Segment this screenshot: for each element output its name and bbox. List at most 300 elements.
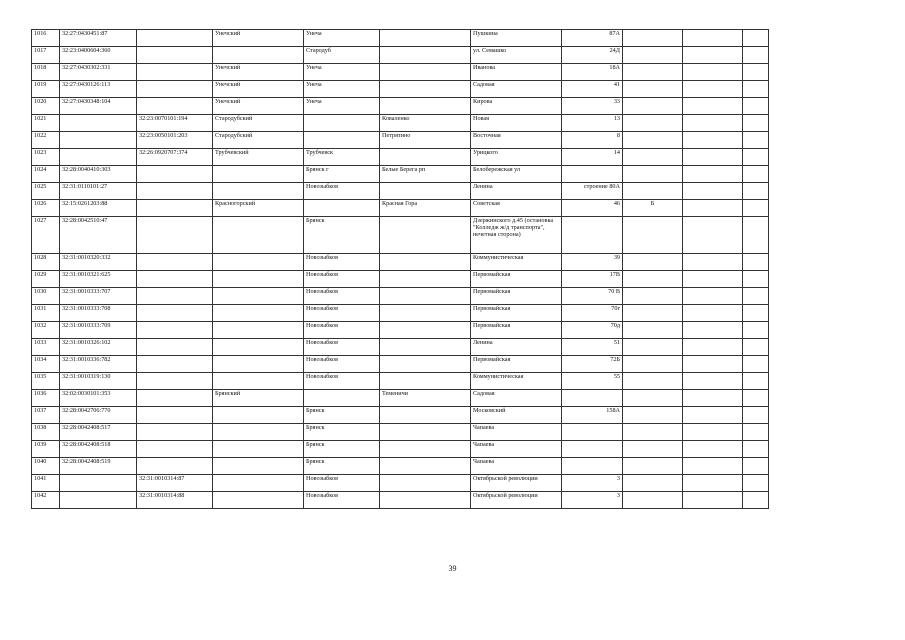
cell-house-number: 13 (562, 115, 623, 132)
table-row (32, 407, 769, 424)
cell-extra-2 (743, 64, 769, 81)
cell-extra-2 (743, 30, 769, 47)
cell-extra-1 (683, 47, 743, 64)
cell-house-number: 41 (562, 81, 623, 98)
cell-street: Коммунистическая (471, 373, 562, 390)
cell-cadastral-number (60, 115, 137, 132)
cell-cadastral-number: 32:28:0042706:770 (60, 407, 137, 424)
cell-city: Трубчевск (304, 149, 380, 166)
cell-row-number: 1024 (32, 166, 60, 183)
cell-district: Трубчевский (213, 149, 304, 166)
table-row (32, 492, 769, 509)
cell-building (623, 356, 683, 373)
cell-building (623, 458, 683, 475)
cell-settlement (380, 322, 471, 339)
cell-settlement (380, 441, 471, 458)
cell-row-number: 1025 (32, 183, 60, 200)
cell-district (213, 271, 304, 288)
cell-cadastral-number-alt (137, 322, 213, 339)
cell-street: Урицкого (471, 149, 562, 166)
cell-city: Брянск (304, 407, 380, 424)
cell-city: Стародуб (304, 47, 380, 64)
cell-cadastral-number-alt (137, 217, 213, 254)
cell-building (623, 217, 683, 254)
cell-building (623, 322, 683, 339)
cell-row-number: 1028 (32, 254, 60, 271)
cell-settlement (380, 254, 471, 271)
cell-row-number: 1032 (32, 322, 60, 339)
cell-extra-1 (683, 424, 743, 441)
cell-extra-1 (683, 115, 743, 132)
cell-cadastral-number: 32:27:0430451:87 (60, 30, 137, 47)
cell-house-number: 51 (562, 339, 623, 356)
cell-settlement (380, 424, 471, 441)
cell-row-number: 1016 (32, 30, 60, 47)
cell-city: Брянск (304, 217, 380, 254)
cell-cadastral-number-alt (137, 30, 213, 47)
cell-settlement: Белые Берега рп (380, 166, 471, 183)
table-row (32, 390, 769, 407)
cell-extra-2 (743, 115, 769, 132)
cell-street: Чапаева (471, 458, 562, 475)
cell-house-number: 3 (562, 492, 623, 509)
table-row (32, 115, 769, 132)
cell-cadastral-number-alt: 32:26:0920707:374 (137, 149, 213, 166)
cell-city: Унеча (304, 30, 380, 47)
cell-district: Унечский (213, 64, 304, 81)
cell-district (213, 217, 304, 254)
cell-extra-1 (683, 98, 743, 115)
cell-street: Восточная (471, 132, 562, 149)
cell-extra-1 (683, 200, 743, 217)
page-number: 39 (448, 564, 457, 573)
cell-row-number: 1033 (32, 339, 60, 356)
cell-cadastral-number: 32:31:0010326:102 (60, 339, 137, 356)
cell-street: Первомайская (471, 322, 562, 339)
cell-street: Белобережская ул (471, 166, 562, 183)
cell-city: Новозыбков (304, 475, 380, 492)
cell-city: Унеча (304, 98, 380, 115)
cell-extra-2 (743, 98, 769, 115)
cell-cadastral-number: 32:31:0010333:707 (60, 288, 137, 305)
cell-district (213, 183, 304, 200)
cell-district: Красногорский (213, 200, 304, 217)
cell-city (304, 200, 380, 217)
cell-row-number: 1040 (32, 458, 60, 475)
cell-city: Новозыбков (304, 254, 380, 271)
cell-settlement (380, 217, 471, 254)
cell-building (623, 441, 683, 458)
cell-cadastral-number: 32:27:0430302:331 (60, 64, 137, 81)
cell-city: Новозыбков (304, 271, 380, 288)
cell-cadastral-number-alt (137, 424, 213, 441)
cell-extra-2 (743, 305, 769, 322)
cell-extra-1 (683, 492, 743, 509)
cell-row-number: 1029 (32, 271, 60, 288)
cell-cadastral-number-alt: 32:31:0010314:88 (137, 492, 213, 509)
cell-extra-2 (743, 492, 769, 509)
table-row (32, 458, 769, 475)
cell-settlement (380, 47, 471, 64)
cell-building (623, 98, 683, 115)
cell-row-number: 1039 (32, 441, 60, 458)
cell-street: Кирова (471, 98, 562, 115)
table-row (32, 200, 769, 217)
cell-district (213, 47, 304, 64)
table-row (32, 47, 769, 64)
cell-row-number: 1027 (32, 217, 60, 254)
cell-extra-2 (743, 390, 769, 407)
cell-cadastral-number-alt (137, 407, 213, 424)
cell-cadastral-number: 32:23:0400604:360 (60, 47, 137, 64)
cell-extra-1 (683, 390, 743, 407)
cell-house-number (562, 458, 623, 475)
cell-cadastral-number: 32:28:0042408:519 (60, 458, 137, 475)
cell-cadastral-number: 32:31:0010333:709 (60, 322, 137, 339)
cell-cadastral-number: 32:15:0261203:88 (60, 200, 137, 217)
cell-district (213, 475, 304, 492)
cell-building (623, 132, 683, 149)
cell-district (213, 356, 304, 373)
cell-house-number (562, 390, 623, 407)
cell-cadastral-number-alt (137, 356, 213, 373)
cell-cadastral-number-alt (137, 441, 213, 458)
cell-cadastral-number: 32:31:0010321:625 (60, 271, 137, 288)
cell-extra-2 (743, 271, 769, 288)
cell-district (213, 492, 304, 509)
table-row (32, 305, 769, 322)
cell-building (623, 30, 683, 47)
table-row (32, 149, 769, 166)
cell-city (304, 132, 380, 149)
cell-settlement (380, 305, 471, 322)
cell-cadastral-number-alt (137, 98, 213, 115)
cell-city: Новозыбков (304, 305, 380, 322)
cell-settlement (380, 458, 471, 475)
cell-row-number: 1042 (32, 492, 60, 509)
cell-row-number: 1034 (32, 356, 60, 373)
cell-row-number: 1020 (32, 98, 60, 115)
cell-extra-2 (743, 339, 769, 356)
cell-cadastral-number-alt (137, 390, 213, 407)
cell-house-number: 55 (562, 373, 623, 390)
cell-city: Новозыбков (304, 322, 380, 339)
cell-building (623, 407, 683, 424)
cell-cadastral-number-alt (137, 183, 213, 200)
cell-extra-1 (683, 441, 743, 458)
cell-settlement (380, 149, 471, 166)
cell-city: Брянск (304, 441, 380, 458)
cell-street: Коммунистическая (471, 254, 562, 271)
cell-extra-1 (683, 305, 743, 322)
cell-cadastral-number (60, 475, 137, 492)
cell-cadastral-number-alt (137, 254, 213, 271)
cell-cadastral-number-alt (137, 339, 213, 356)
cell-row-number: 1026 (32, 200, 60, 217)
cell-row-number: 1031 (32, 305, 60, 322)
cell-row-number: 1036 (32, 390, 60, 407)
cell-street: Первомайская (471, 288, 562, 305)
cell-cadastral-number-alt (137, 47, 213, 64)
table-row (32, 64, 769, 81)
cell-building (623, 47, 683, 64)
cell-house-number: 70 В (562, 288, 623, 305)
cell-building (623, 271, 683, 288)
cell-building (623, 166, 683, 183)
cell-extra-2 (743, 288, 769, 305)
cell-cadastral-number-alt (137, 200, 213, 217)
cell-district: Унечский (213, 30, 304, 47)
cell-extra-2 (743, 441, 769, 458)
cell-district: Унечский (213, 98, 304, 115)
cell-street: Первомайская (471, 305, 562, 322)
cell-district (213, 254, 304, 271)
cell-district (213, 339, 304, 356)
cell-row-number: 1021 (32, 115, 60, 132)
cell-street: Новая (471, 115, 562, 132)
cell-row-number: 1038 (32, 424, 60, 441)
cell-house-number: 18А (562, 64, 623, 81)
cell-settlement (380, 271, 471, 288)
cell-extra-2 (743, 47, 769, 64)
cell-cadastral-number: 32:28:0040410:303 (60, 166, 137, 183)
cell-row-number: 1019 (32, 81, 60, 98)
cell-extra-1 (683, 166, 743, 183)
cell-district (213, 441, 304, 458)
cell-district (213, 424, 304, 441)
cell-extra-1 (683, 322, 743, 339)
cell-extra-1 (683, 132, 743, 149)
cell-extra-1 (683, 475, 743, 492)
cell-house-number: 39 (562, 254, 623, 271)
cell-house-number (562, 166, 623, 183)
cell-extra-1 (683, 288, 743, 305)
cell-settlement: Красная Гора (380, 200, 471, 217)
cell-building (623, 373, 683, 390)
cell-building (623, 254, 683, 271)
cell-cadastral-number: 32:02:0030101:353 (60, 390, 137, 407)
table-row (32, 322, 769, 339)
table-row (32, 217, 769, 254)
cell-extra-2 (743, 81, 769, 98)
cell-settlement (380, 475, 471, 492)
cell-district (213, 458, 304, 475)
cell-city: Новозыбков (304, 492, 380, 509)
cell-house-number: 72Б (562, 356, 623, 373)
cell-city: Унеча (304, 81, 380, 98)
cell-house-number: 24Д (562, 47, 623, 64)
cell-settlement (380, 81, 471, 98)
cell-house-number: 33 (562, 98, 623, 115)
table-row (32, 475, 769, 492)
cell-cadastral-number-alt (137, 288, 213, 305)
table-row (32, 271, 769, 288)
cell-house-number (562, 424, 623, 441)
cell-cadastral-number (60, 149, 137, 166)
cell-cadastral-number-alt (137, 458, 213, 475)
registry-table (31, 29, 769, 509)
cell-extra-1 (683, 458, 743, 475)
cell-city (304, 115, 380, 132)
cell-house-number: 158А (562, 407, 623, 424)
cell-city: Новозыбков (304, 339, 380, 356)
cell-building (623, 183, 683, 200)
cell-row-number: 1022 (32, 132, 60, 149)
cell-cadastral-number: 32:27:0430126:113 (60, 81, 137, 98)
cell-cadastral-number-alt (137, 81, 213, 98)
cell-cadastral-number: 32:27:0430348:104 (60, 98, 137, 115)
cell-cadastral-number-alt: 32:23:0070101:194 (137, 115, 213, 132)
cell-extra-1 (683, 339, 743, 356)
cell-extra-1 (683, 81, 743, 98)
cell-cadastral-number: 32:28:0042510:47 (60, 217, 137, 254)
cell-extra-1 (683, 407, 743, 424)
cell-district: Унечский (213, 81, 304, 98)
cell-street: Ленина (471, 339, 562, 356)
cell-extra-1 (683, 183, 743, 200)
cell-district (213, 166, 304, 183)
table-row (32, 288, 769, 305)
cell-extra-1 (683, 64, 743, 81)
cell-row-number: 1017 (32, 47, 60, 64)
cell-building (623, 475, 683, 492)
cell-street: Московский (471, 407, 562, 424)
cell-street: Чапаева (471, 441, 562, 458)
cell-extra-2 (743, 200, 769, 217)
cell-house-number (562, 441, 623, 458)
cell-city: Брянск г (304, 166, 380, 183)
cell-settlement (380, 30, 471, 47)
cell-cadastral-number: 32:31:0010333:708 (60, 305, 137, 322)
cell-extra-2 (743, 475, 769, 492)
cell-house-number: 14 (562, 149, 623, 166)
cell-house-number: 70г (562, 305, 623, 322)
cell-extra-2 (743, 373, 769, 390)
cell-cadastral-number: 32:31:0110101:27 (60, 183, 137, 200)
cell-street: Пушкина (471, 30, 562, 47)
cell-street: Советская (471, 200, 562, 217)
table-row (32, 339, 769, 356)
cell-building (623, 115, 683, 132)
cell-settlement (380, 98, 471, 115)
cell-extra-2 (743, 407, 769, 424)
cell-city: Новозыбков (304, 288, 380, 305)
cell-extra-2 (743, 458, 769, 475)
table-row (32, 424, 769, 441)
cell-extra-2 (743, 322, 769, 339)
cell-cadastral-number-alt (137, 373, 213, 390)
cell-cadastral-number: 32:31:0010319:130 (60, 373, 137, 390)
cell-extra-1 (683, 373, 743, 390)
cell-city: Брянск (304, 458, 380, 475)
cell-city: Унеча (304, 64, 380, 81)
cell-extra-2 (743, 183, 769, 200)
table-row (32, 132, 769, 149)
cell-district: Стародубский (213, 115, 304, 132)
cell-settlement: Коваленко (380, 115, 471, 132)
cell-extra-2 (743, 356, 769, 373)
cell-cadastral-number-alt (137, 166, 213, 183)
cell-building (623, 149, 683, 166)
cell-building (623, 64, 683, 81)
cell-extra-1 (683, 356, 743, 373)
cell-district (213, 288, 304, 305)
cell-settlement (380, 373, 471, 390)
cell-extra-2 (743, 424, 769, 441)
cell-settlement (380, 356, 471, 373)
cell-district (213, 305, 304, 322)
cell-street: Октябрьской революции (471, 475, 562, 492)
cell-cadastral-number-alt: 32:31:0010314:87 (137, 475, 213, 492)
cell-district: Стародубский (213, 132, 304, 149)
cell-extra-1 (683, 217, 743, 254)
cell-house-number: строение 80А (562, 183, 623, 200)
cell-house-number: 46 (562, 200, 623, 217)
cell-extra-2 (743, 254, 769, 271)
cell-house-number: 70д (562, 322, 623, 339)
cell-street: Первомайская (471, 271, 562, 288)
cell-settlement (380, 64, 471, 81)
cell-extra-2 (743, 132, 769, 149)
cell-cadastral-number-alt (137, 305, 213, 322)
cell-cadastral-number: 32:28:0042408:518 (60, 441, 137, 458)
cell-extra-1 (683, 254, 743, 271)
cell-row-number: 1018 (32, 64, 60, 81)
cell-cadastral-number (60, 132, 137, 149)
cell-settlement (380, 407, 471, 424)
cell-settlement: Петрятино (380, 132, 471, 149)
cell-building (623, 81, 683, 98)
table-row (32, 373, 769, 390)
cell-street: Садовая (471, 81, 562, 98)
cell-settlement (380, 183, 471, 200)
cell-cadastral-number-alt (137, 64, 213, 81)
cell-building (623, 492, 683, 509)
cell-street: ул. Семашко (471, 47, 562, 64)
table-row (32, 356, 769, 373)
cell-house-number: 3 (562, 475, 623, 492)
cell-cadastral-number-alt (137, 271, 213, 288)
cell-district (213, 407, 304, 424)
cell-extra-1 (683, 149, 743, 166)
cell-cadastral-number (60, 492, 137, 509)
cell-street: Чапаева (471, 424, 562, 441)
cell-city: Брянск (304, 424, 380, 441)
table-row (32, 441, 769, 458)
cell-extra-1 (683, 30, 743, 47)
cell-house-number (562, 217, 623, 254)
table-row (32, 183, 769, 200)
cell-cadastral-number: 32:31:0010336:782 (60, 356, 137, 373)
cell-house-number: 87А (562, 30, 623, 47)
cell-row-number: 1030 (32, 288, 60, 305)
cell-district (213, 373, 304, 390)
cell-street: Иванова (471, 64, 562, 81)
cell-extra-1 (683, 271, 743, 288)
cell-building (623, 390, 683, 407)
cell-extra-2 (743, 217, 769, 254)
cell-cadastral-number: 32:31:0010320:332 (60, 254, 137, 271)
table-row (32, 98, 769, 115)
table-row (32, 254, 769, 271)
cell-city: Новозыбков (304, 373, 380, 390)
cell-house-number: 17В (562, 271, 623, 288)
cell-building (623, 339, 683, 356)
cell-district (213, 322, 304, 339)
table-row (32, 166, 769, 183)
cell-cadastral-number: 32:28:0042408:517 (60, 424, 137, 441)
cell-building (623, 288, 683, 305)
